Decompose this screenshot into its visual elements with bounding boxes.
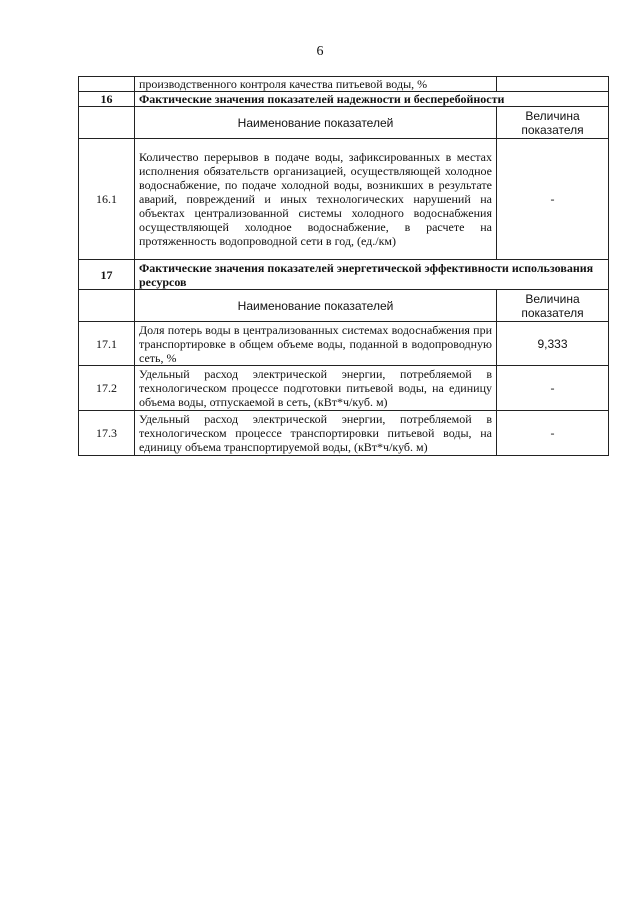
column-header-row [79,290,609,322]
table-row [79,366,609,411]
section-number: 17 [79,260,135,290]
page-number: 6 [316,44,324,59]
row-number: 17.1 [79,322,135,366]
row-value: - [497,411,609,456]
continuation-value-cell [497,77,609,92]
continuation-num-cell [79,77,135,92]
header-value: Величина показателя [497,107,609,139]
row-number: 17.3 [79,411,135,456]
continuation-row [79,77,609,92]
column-header-row [79,107,609,139]
indicators-table [78,76,609,456]
header-num-cell [79,290,135,322]
row-value: 9,333 [497,322,609,366]
row-text: Доля потерь воды в централизованных системах водоснабжения при транспортировке в общем объеме воды, поданной в водопроводную сеть, % [135,322,497,366]
row-value: - [497,366,609,411]
table-row [79,322,609,366]
row-text: Удельный расход электрической энергии, потребляемой в технологическом процессе подготовки питьевой воды, на единицу объема воды, отпускаемой в сеть, (кВт*ч/куб. м) [135,366,497,411]
continuation-text: производственного контроля качества питьевой воды, % [135,77,497,92]
row-value: - [497,139,609,260]
section-title: Фактические значения показателей надежности и бесперебойности [135,92,609,107]
header-num-cell [79,107,135,139]
row-number: 16.1 [79,139,135,260]
row-text: Удельный расход электрической энергии, потребляемой в технологическом процессе транспортировки питьевой воды, на единицу объема транспортируемой воды, (кВт*ч/куб. м) [135,411,497,456]
section-row [79,92,609,107]
header-value: Величина показателя [497,290,609,322]
header-name: Наименование показателей [135,107,497,139]
table-row [79,411,609,456]
header-name: Наименование показателей [135,290,497,322]
section-number: 16 [79,92,135,107]
table-row [79,139,609,260]
row-text: Количество перерывов в подаче воды, зафиксированных в местах исполнения обязательств организацией, осуществляющей холодное водоснабжение, по подаче холодной воды, возникших в результате аварий, повреждений и иных технологических нарушений на объектах централизованной системы холодного водоснабжения осуществляющей холодное водоснабжение, в расчете на протяженность водопроводной сети в год, (ед./км) [135,139,497,260]
section-row [79,260,609,290]
section-title: Фактические значения показателей энергетической эффективности использования ресурсов [135,260,609,290]
row-number: 17.2 [79,366,135,411]
